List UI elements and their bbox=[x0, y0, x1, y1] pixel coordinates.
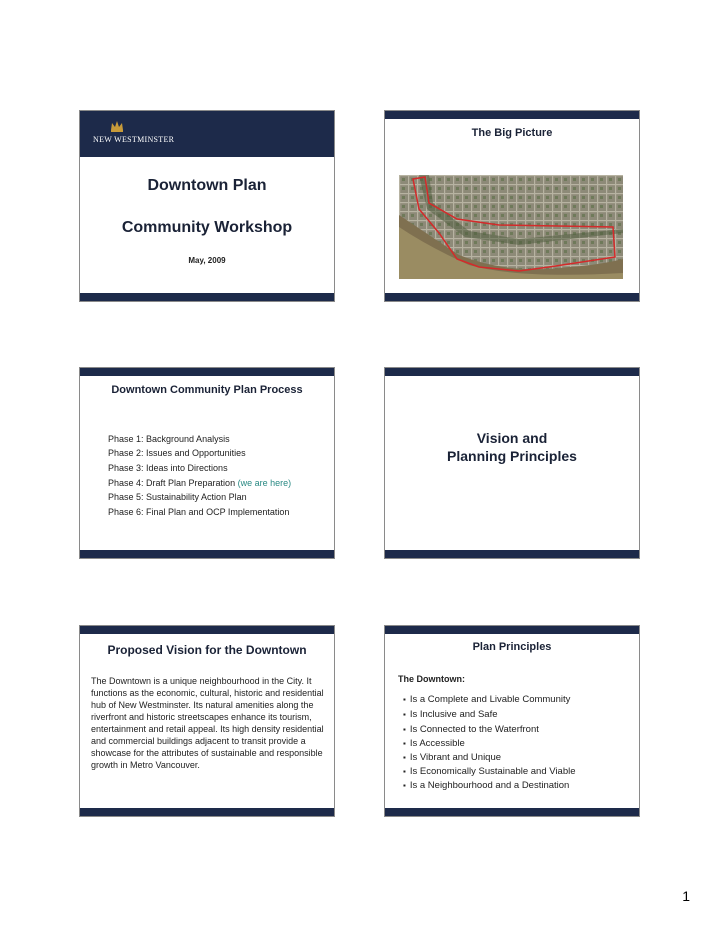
principle-item: ▪ Is a Complete and Livable Community bbox=[403, 694, 570, 705]
slide-proposed-vision bbox=[79, 625, 335, 817]
top-bar bbox=[385, 368, 639, 376]
phase-item: Phase 5: Sustainability Action Plan bbox=[108, 492, 247, 502]
crown-icon bbox=[110, 119, 124, 133]
principle-item: ▪ Is a Neighbourhood and a Destination bbox=[403, 780, 569, 791]
current-phase-note: (we are here) bbox=[237, 478, 292, 488]
bottom-bar bbox=[80, 550, 334, 558]
bottom-bar bbox=[385, 808, 639, 816]
logo-bar bbox=[80, 111, 334, 157]
slide-vision-principles bbox=[384, 367, 640, 559]
principle-item: ▪ Is Vibrant and Unique bbox=[403, 752, 501, 763]
slide-title-line1: Vision and bbox=[476, 430, 548, 446]
phase-item: Phase 1: Background Analysis bbox=[108, 434, 230, 444]
top-bar bbox=[80, 368, 334, 376]
principle-item: ▪ Is Economically Sustainable and Viable bbox=[403, 766, 576, 777]
slide-title-text: Plan Principles bbox=[472, 641, 552, 653]
slide-subtitle-text: Community Workshop bbox=[121, 219, 293, 236]
top-bar bbox=[80, 626, 334, 634]
phase-label: Phase 4: Draft Plan Preparation bbox=[108, 478, 236, 488]
slide-plan-process bbox=[79, 367, 335, 559]
slide-title-text: Downtown Plan bbox=[147, 177, 267, 194]
slide-title bbox=[79, 110, 335, 302]
bottom-bar bbox=[385, 550, 639, 558]
slide-title-text: The Big Picture bbox=[471, 127, 553, 139]
aerial-map-image bbox=[399, 175, 623, 279]
principles-intro: The Downtown: bbox=[398, 674, 465, 684]
slide-big-picture bbox=[384, 110, 640, 302]
bottom-bar bbox=[80, 808, 334, 816]
phase-item: Phase 3: Ideas into Directions bbox=[108, 463, 228, 473]
top-bar bbox=[385, 626, 639, 634]
vision-paragraph: The Downtown is a unique neighbourhood in the City. It functions as the economic, cultural, historic and residential hub of New Westminster. Its natural amenities along the riverfront and historic streetscapes enhance its tourism, entertainment and retail appeal. Its high density residential and commercial buildings adjacent to transit provide a showcase for the attributes of sustainable and responsible growth in Metro Vancouver. bbox=[91, 676, 324, 770]
slide-plan-principles bbox=[384, 625, 640, 817]
slide-title-text: Proposed Vision for the Downtown bbox=[107, 643, 307, 657]
principle-item: ▪ Is Accessible bbox=[403, 738, 465, 749]
slide-date: May, 2009 bbox=[188, 256, 226, 265]
slide-title-line2: Planning Principles bbox=[447, 448, 577, 464]
top-bar bbox=[385, 111, 639, 119]
phase-item-current bbox=[108, 478, 291, 488]
phase-item: Phase 6: Final Plan and OCP Implementation bbox=[108, 507, 290, 517]
slide-title-text: Downtown Community Plan Process bbox=[111, 384, 303, 396]
principle-item: ▪ Is Connected to the Waterfront bbox=[403, 724, 539, 735]
brand-logo-text: NEW WESTMINSTER bbox=[93, 135, 175, 144]
page-number: 1 bbox=[682, 888, 690, 904]
principle-item: ▪ Is Inclusive and Safe bbox=[403, 709, 498, 720]
bottom-bar bbox=[80, 293, 334, 301]
bottom-bar bbox=[385, 293, 639, 301]
phase-item: Phase 2: Issues and Opportunities bbox=[108, 448, 246, 458]
